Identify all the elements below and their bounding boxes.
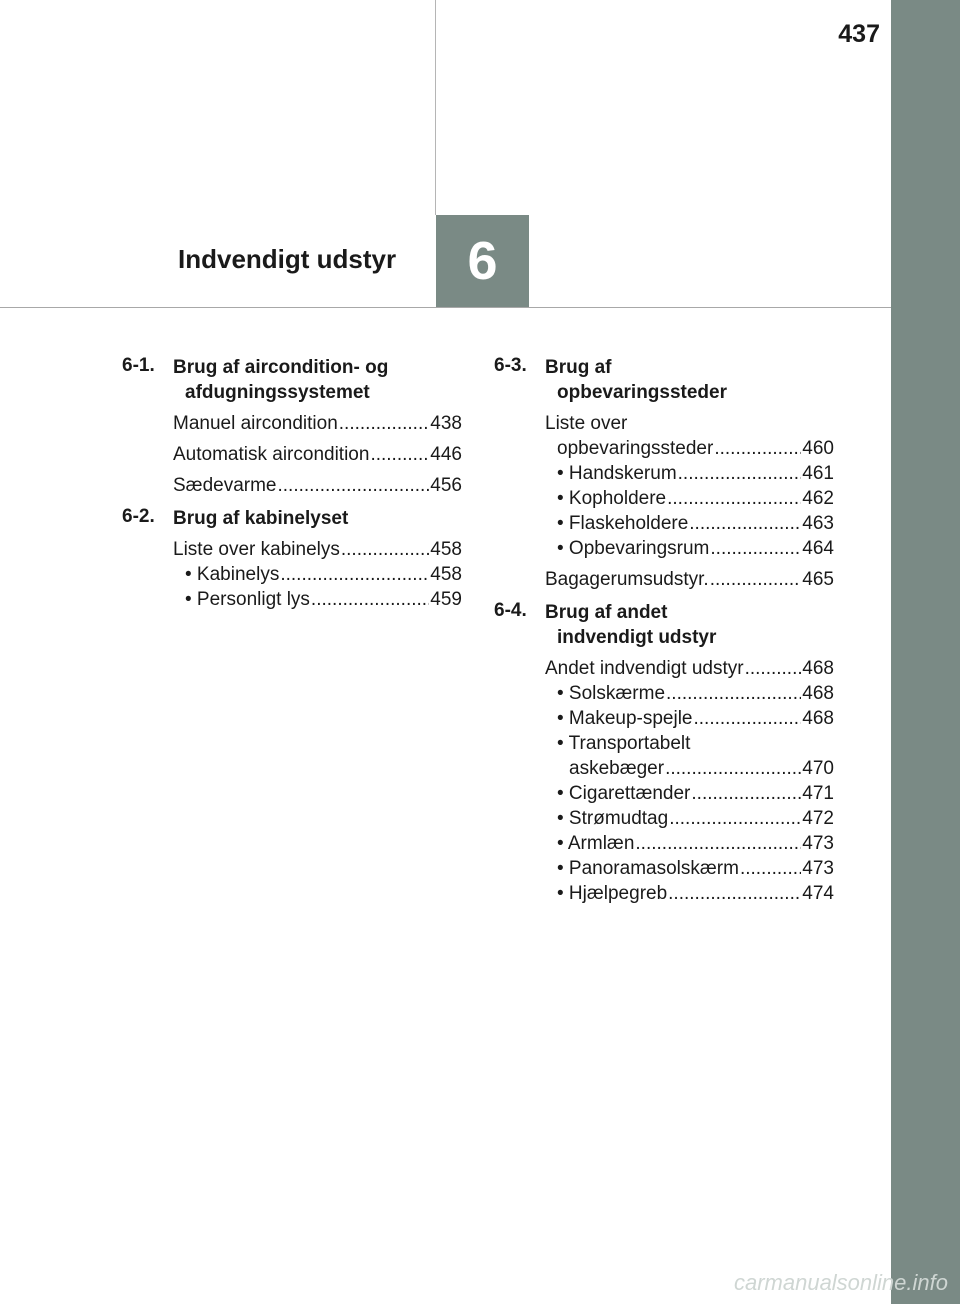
toc-subentry[interactable]: • Handskerum ..... 461 xyxy=(545,461,834,486)
page-number: 437 xyxy=(838,20,880,48)
vertical-divider xyxy=(435,0,436,215)
toc-section-6-4 xyxy=(494,600,834,906)
toc-entry[interactable]: Andet indvendigt udstyr ..... 468 xyxy=(545,656,834,681)
toc-subentry[interactable]: • Transportabelt askebæger ..... 470 xyxy=(545,731,834,781)
section-number: 6-4. xyxy=(494,600,527,621)
toc-entry[interactable]: Manuel aircondition ..... 438 xyxy=(173,411,462,436)
toc-entry[interactable]: Sædevarme ..... 456 xyxy=(173,473,462,498)
toc-left-column xyxy=(122,355,462,618)
section-number: 6-2. xyxy=(122,506,155,527)
chapter-number-box xyxy=(436,215,529,307)
toc-subentry[interactable]: • Makeup-spejle ..... 468 xyxy=(545,706,834,731)
section-number: 6-3. xyxy=(494,355,527,376)
toc-subentry[interactable]: • Hjælpegreb ..... 474 xyxy=(545,881,834,906)
toc-subentry[interactable]: • Flaskeholdere ..... 463 xyxy=(545,511,834,536)
toc-subentry[interactable]: • Panoramasolskærm ..... 473 xyxy=(545,856,834,881)
section-title[interactable]: Brug af andet indvendigt udstyr xyxy=(545,602,717,648)
toc-section-6-2 xyxy=(122,506,462,612)
toc-entry[interactable]: Bagagerumsudstyr. ..... 465 xyxy=(545,567,834,592)
toc-subentry[interactable]: • Personligt lys ..... 459 xyxy=(173,587,462,612)
section-title[interactable]: Brug af opbevaringssteder xyxy=(545,357,727,403)
toc-subentry[interactable]: • Solskærme ..... 468 xyxy=(545,681,834,706)
toc-subentry[interactable]: • Kopholdere ..... 462 xyxy=(545,486,834,511)
chapter-side-tab xyxy=(891,0,960,1304)
toc-entry[interactable]: Automatisk aircondition ..... 446 xyxy=(173,442,462,467)
chapter-title: Indvendigt udstyr xyxy=(178,244,397,274)
section-number: 6-1. xyxy=(122,355,155,376)
toc-section-6-1 xyxy=(122,355,462,498)
section-title[interactable]: Brug af kabinelyset xyxy=(173,508,349,529)
section-title[interactable]: Brug af aircondition- og afdugningssystemet xyxy=(173,357,389,403)
watermark: carmanualsonline.info xyxy=(733,1270,948,1295)
toc-subentry[interactable]: • Kabinelys ..... 458 xyxy=(173,562,462,587)
chapter-number: 6 xyxy=(467,231,498,291)
toc-right-column xyxy=(494,355,834,912)
horizontal-divider xyxy=(0,307,891,308)
toc-subentry[interactable]: • Opbevaringsrum ..... 464 xyxy=(545,536,834,561)
toc-entry[interactable]: Liste over opbevaringssteder ..... 460 xyxy=(545,411,834,461)
toc-section-6-3 xyxy=(494,355,834,592)
toc-entry[interactable]: Liste over kabinelys ..... 458 xyxy=(173,537,462,562)
toc-subentry[interactable]: • Strømudtag ..... 472 xyxy=(545,806,834,831)
toc-subentry[interactable]: • Cigarettænder ..... 471 xyxy=(545,781,834,806)
toc-subentry[interactable]: • Armlæn ..... 473 xyxy=(545,831,834,856)
